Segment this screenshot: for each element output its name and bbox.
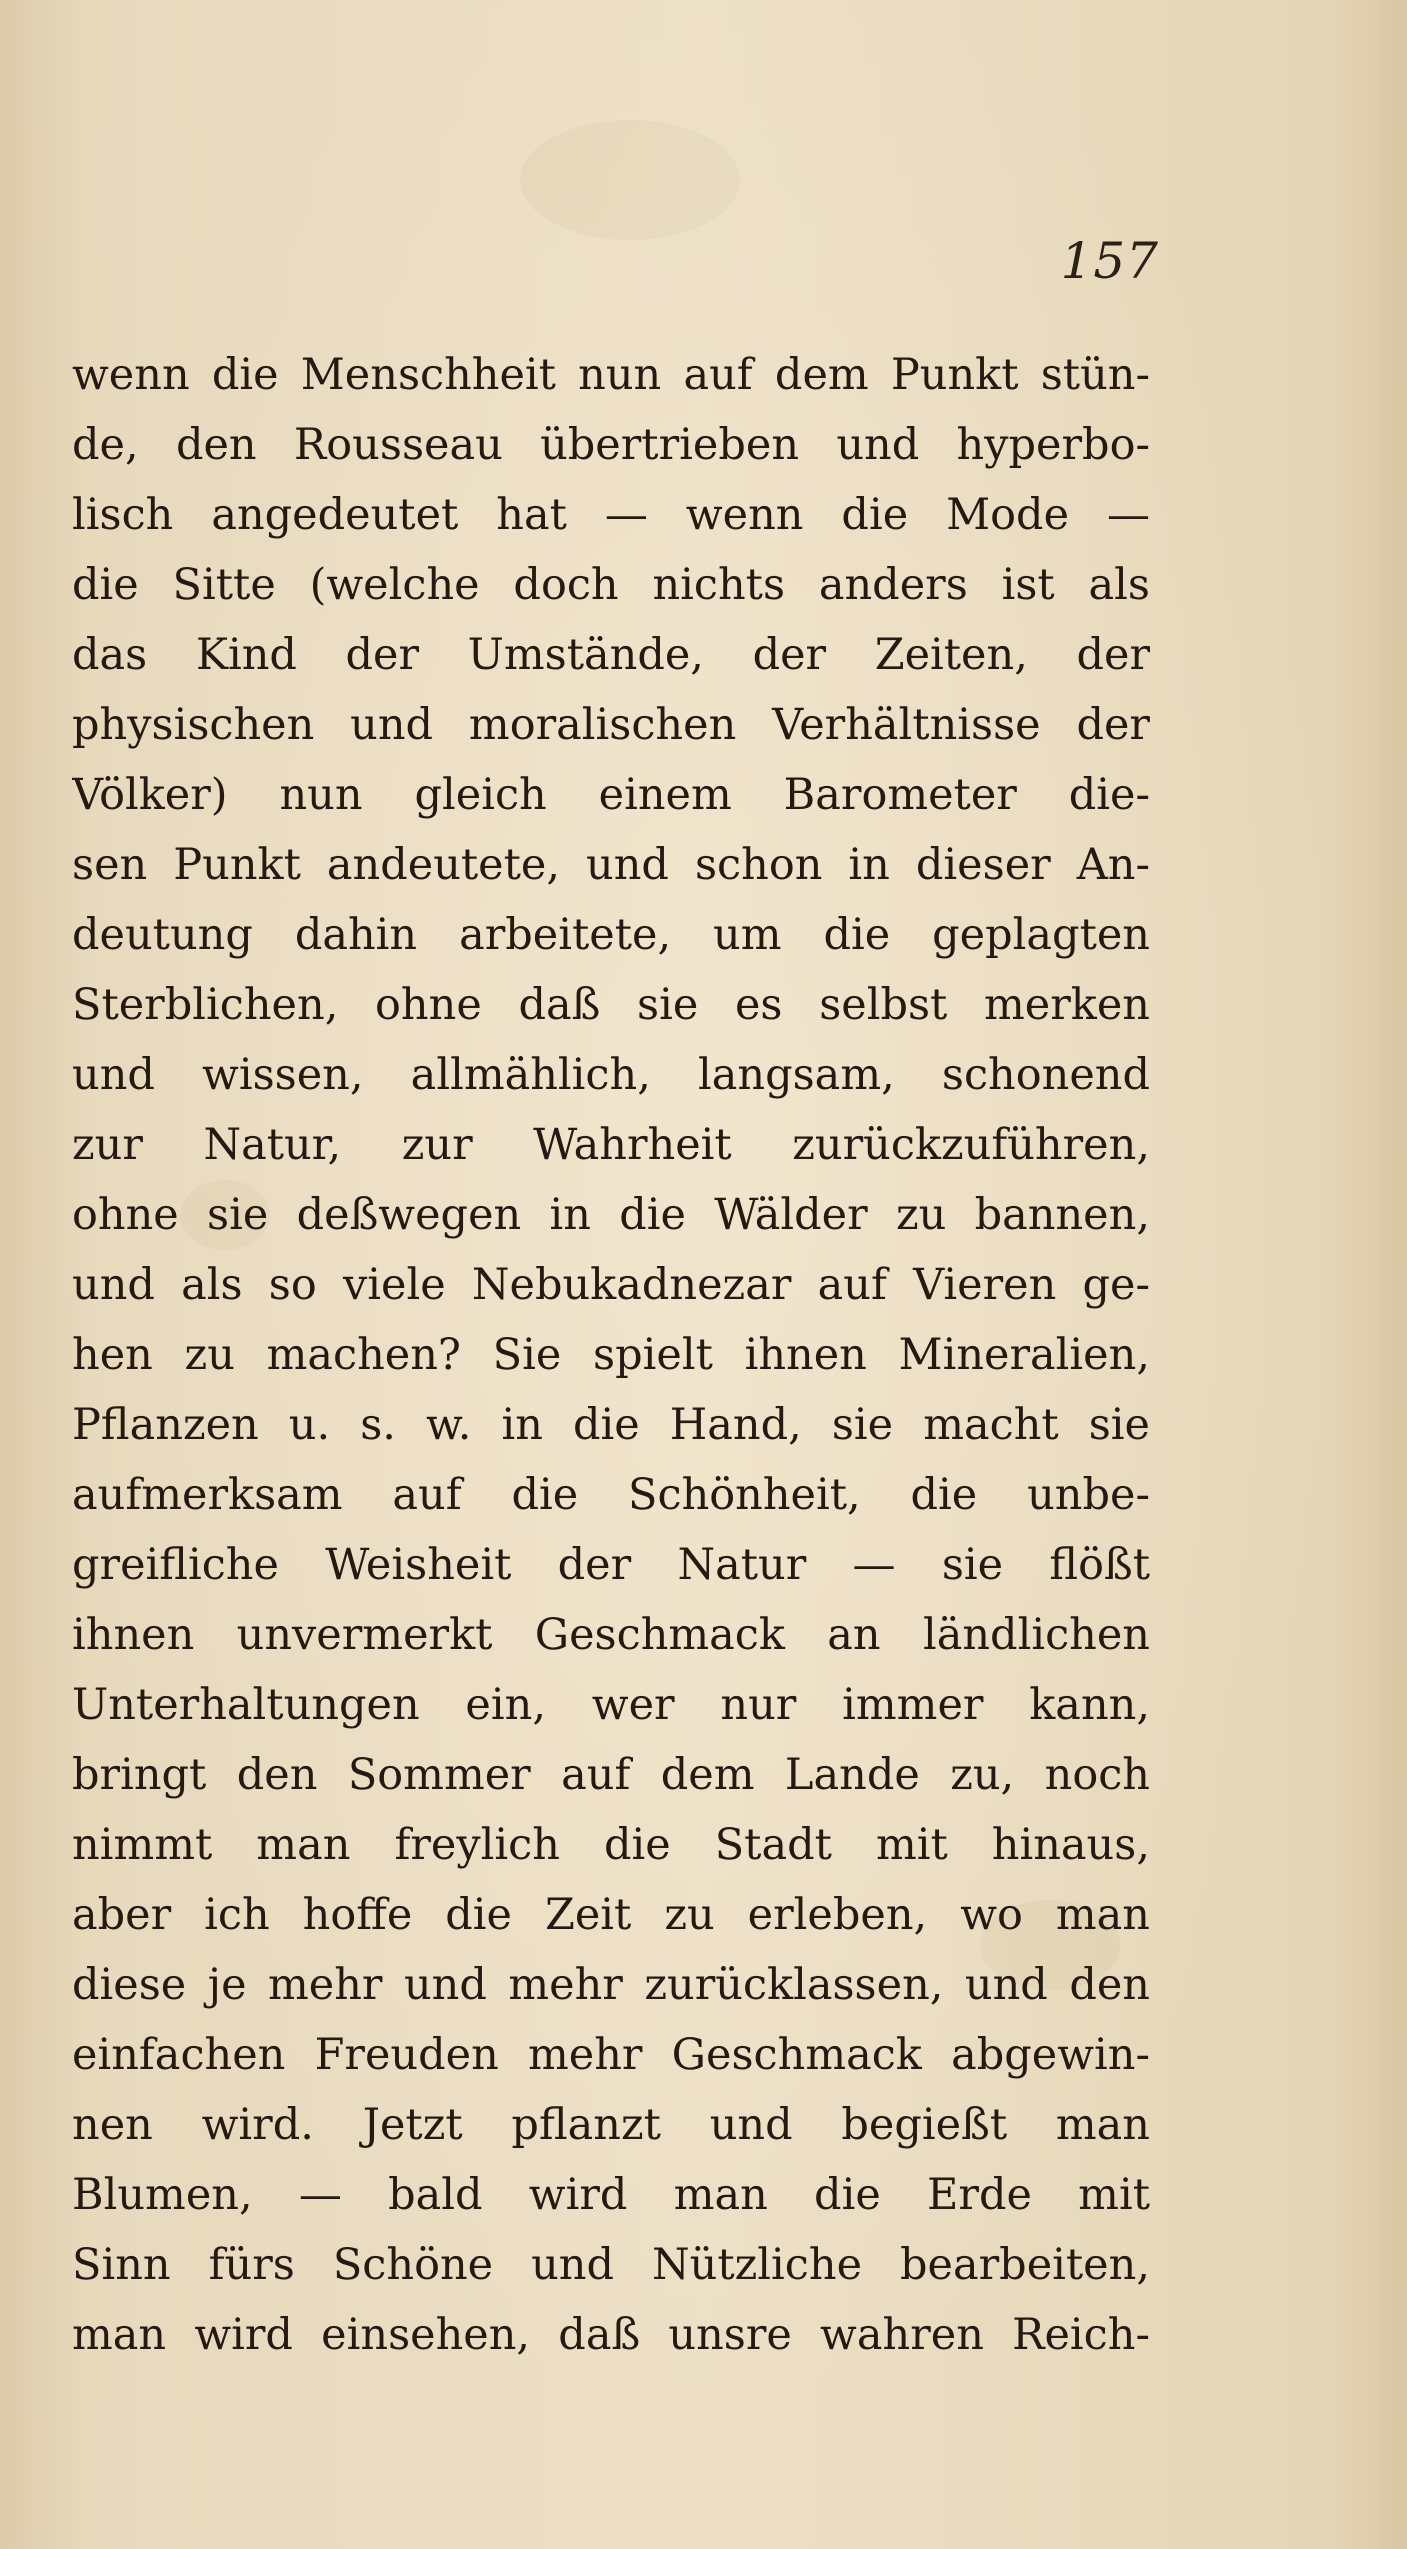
text-line: diese je mehr und mehr zurücklassen, und den	[72, 1960, 1150, 2010]
text-line: deutung dahin arbeitete, um die geplagten	[72, 910, 1150, 960]
text-line: ohne sie deßwegen in die Wälder zu bannen,	[72, 1190, 1150, 1240]
text-line: wenn die Menschheit nun auf dem Punkt stün-	[72, 350, 1150, 400]
text-line: Unterhaltungen ein, wer nur immer kann,	[72, 1680, 1150, 1730]
text-line: lisch angedeutet hat — wenn die Mode —	[72, 490, 1150, 540]
text-line: nen wird. Jetzt pflanzt und begießt man	[72, 2100, 1150, 2150]
body-text	[72, 340, 1150, 2370]
text-line: physischen und moralischen Verhältnisse der	[72, 700, 1150, 750]
text-line: die Sitte (welche doch nichts anders ist als	[72, 560, 1150, 610]
text-line: nimmt man freylich die Stadt mit hinaus,	[72, 1820, 1150, 1870]
text-line: aufmerksam auf die Schönheit, die unbe-	[72, 1470, 1150, 1520]
text-line: bringt den Sommer auf dem Lande zu, noch	[72, 1750, 1150, 1800]
text-line: einfachen Freuden mehr Geschmack abgewin-	[72, 2030, 1150, 2080]
text-line: aber ich hoffe die Zeit zu erleben, wo man	[72, 1890, 1150, 1940]
text-line: und als so viele Nebukadnezar auf Vieren ge-	[72, 1260, 1150, 1310]
text-line: sen Punkt andeutete, und schon in dieser An-	[72, 840, 1150, 890]
text-line: das Kind der Umstände, der Zeiten, der	[72, 630, 1150, 680]
text-line: greifliche Weisheit der Natur — sie flößt	[72, 1540, 1150, 1590]
text-line: zur Natur, zur Wahrheit zurückzuführen,	[72, 1120, 1150, 1170]
text-line: hen zu machen? Sie spielt ihnen Mineralien,	[72, 1330, 1150, 1380]
text-line: de, den Rousseau übertrieben und hyperbo-	[72, 420, 1150, 470]
text-line: Blumen, — bald wird man die Erde mit	[72, 2170, 1150, 2220]
text-line: und wissen, allmählich, langsam, schonend	[72, 1050, 1150, 1100]
page-number: 157	[1060, 232, 1159, 290]
text-line: Völker) nun gleich einem Barometer die-	[72, 770, 1150, 820]
paper-stain	[520, 120, 740, 240]
text-line: ihnen unvermerkt Geschmack an ländlichen	[72, 1610, 1150, 1660]
text-line: Pflanzen u. s. w. in die Hand, sie macht sie	[72, 1400, 1150, 1450]
text-line: Sterblichen, ohne daß sie es selbst merken	[72, 980, 1150, 1030]
text-line: Sinn fürs Schöne und Nützliche bearbeiten,	[72, 2240, 1150, 2290]
text-line: man wird einsehen, daß unsre wahren Reich-	[72, 2310, 1150, 2360]
